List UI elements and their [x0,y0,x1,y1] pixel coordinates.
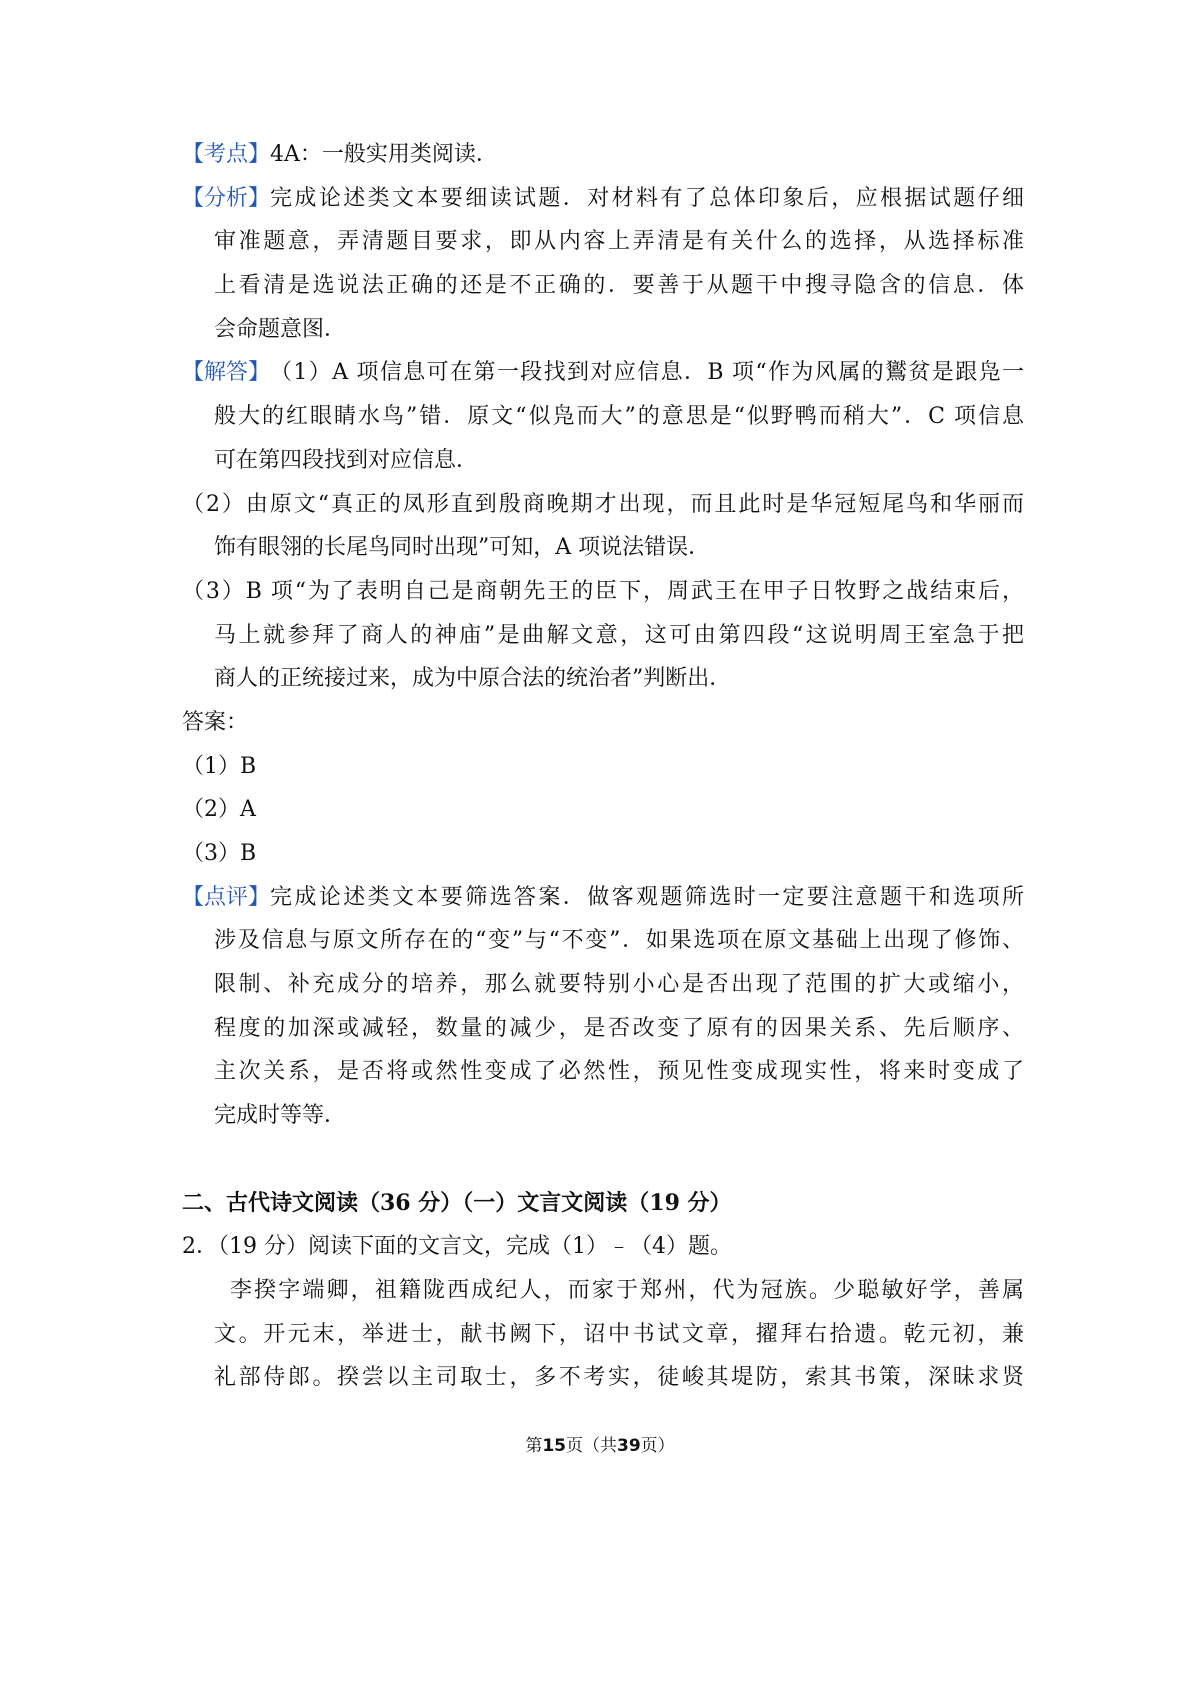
paragraph [182,570,1024,701]
text-line [182,1094,1024,1138]
line-text: 商人的正统接过来，成为中原合法的统治者”判断出． [214,666,732,692]
line-text: （2）A [182,797,256,823]
paragraph [182,788,1024,832]
footer-text: 第 [525,1436,543,1456]
text-line [182,308,1024,352]
text-line [182,439,1024,483]
line-text: 饰有眼翎的长尾鸟同时出现”可知，A 项说法错误． [214,535,711,561]
paragraph [182,177,1024,352]
line-text: （3）B 项“为了表明自己是商朝先王的臣下，周武王在甲子日牧野之战结束后， [182,578,1024,604]
line-text: 主次关系，是否将或然性变成了必然性，预见性变成现实性，将来时变成了 [214,1059,1024,1085]
text-line [182,264,1024,308]
passage-line: 礼部侍郎。揆尝以主司取士，多不考实，徒峻其堤防，索其书策，深昧求贤 [214,1365,1024,1391]
line-text: （1）A 项信息可在第一段找到对应信息．B 项“作为风属的鸑贫是跟凫一 [270,360,1024,386]
paragraph [182,876,1024,1138]
text-line [182,788,1024,832]
passage-line: 文。开元末，举进士，献书阙下，诏中书试文章，擢拜右拾遗。乾元初，兼 [214,1321,1024,1347]
text-line [182,832,1024,876]
text-line [182,963,1024,1007]
line-text: 般大的红眼睛水鸟”错．原文“似凫而大”的意思是“似野鸭而稍大”．C 项信息 [214,404,1024,430]
text-line [182,919,1024,963]
text-line [182,483,1024,527]
section-label: 【分析】 [182,185,271,211]
text-line [182,876,1024,920]
text-line [182,220,1024,264]
text-line [182,395,1024,439]
section-label: 【点评】 [182,884,271,910]
line-text: 完成时等等． [214,1103,347,1129]
section-label: 【解答】 [182,360,271,386]
line-text: （3）B [182,841,257,866]
text-line [182,177,1024,221]
line-text: 可在第四段找到对应信息． [214,447,479,473]
line-text: 会命题意图． [214,316,347,342]
line-text: 涉及信息与原文所存在的“变”与“不变”．如果选项在原文基础上出现了修饰、 [214,928,1024,954]
line-text: 完成论述类文本要细读试题．对材料有了总体印象后，应根据试题仔细 [270,185,1024,211]
text-line [182,1007,1024,1051]
page-footer [0,1431,1200,1456]
text-line [182,657,1024,701]
footer-text: 页（共 [566,1436,617,1456]
text-line [182,133,1024,177]
line-text: 程度的加深或减轻，数量的减少，是否改变了原有的因果关系、先后顺序、 [214,1015,1024,1041]
text-line [182,701,1024,745]
line-text: （1）B [182,753,257,779]
line-text: 答案： [182,709,249,735]
line-text: 审准题意，弄清题目要求，即从内容上弄清是有关什么的选择，从选择标准 [214,229,1024,255]
line-text: 上看清是选说法正确的还是不正确的．要善于从题干中搜寻隐含的信息．体 [214,273,1024,299]
text-line [182,1050,1024,1094]
line-text: （2）由原文“真正的凤形直到殷商晚期才出现，而且此时是华冠短尾鸟和华丽而 [182,491,1024,517]
passage-line: 李揆字端卿，祖籍陇西成纪人，而家于郑州，代为冠族。少聪敏好学，善属 [230,1277,1024,1303]
paragraph [182,745,1024,789]
paragraph [182,133,1024,177]
line-text: 马上就参拜了商人的神庙”是曲解文意，这可由第四段“这说明周王室急于把 [214,622,1024,648]
paragraph [182,483,1024,570]
section-heading: 二、古代诗文阅读（36 分）（一）文言文阅读（19 分） [182,1189,732,1216]
spacer [182,1138,1024,1182]
question-prompt: 2．（19 分）阅读下面的文言文，完成（1）﹣（4）题。 [182,1234,732,1260]
text-line [182,614,1024,658]
text-line [182,745,1024,789]
paragraph [182,832,1024,876]
text-line [182,526,1024,570]
paragraph [182,701,1024,745]
total-pages: 39 [617,1436,641,1456]
page-number: 15 [542,1436,566,1456]
line-text: 限制、补充成分的培养，那么就要特别小心是否出现了范围的扩大或缩小， [214,972,1024,998]
line-text: 4A：一般实用类阅读． [270,142,498,167]
footer-text: 页） [640,1436,675,1456]
text-line [182,570,1024,614]
line-text: 完成论述类文本要筛选答案．做客观题筛选时一定要注意题干和选项所 [270,884,1024,910]
section-label: 【考点】 [182,142,271,167]
text-line [182,351,1024,395]
document-body [182,133,1024,1400]
paragraph [182,351,1024,482]
